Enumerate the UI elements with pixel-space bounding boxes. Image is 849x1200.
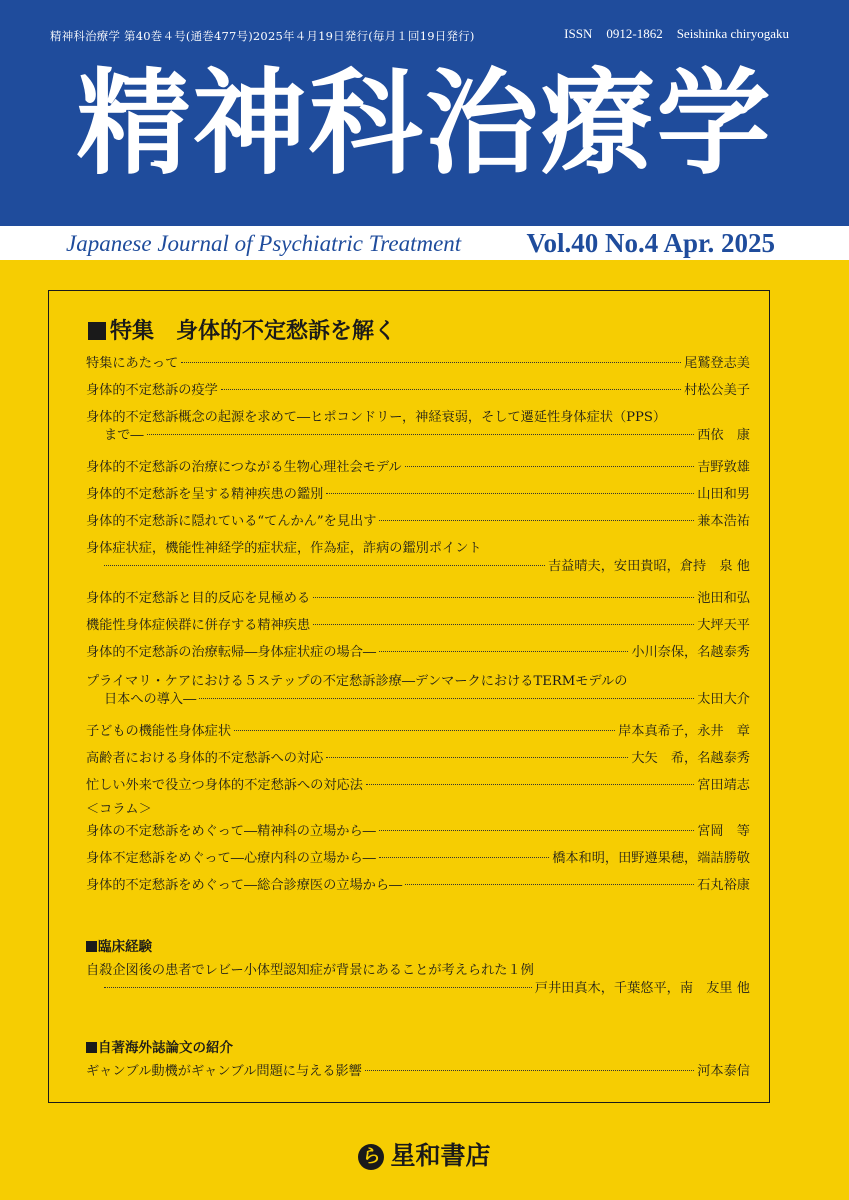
publisher [0, 1136, 849, 1172]
toc-authors: 戸井田真木，千葉悠平，南 友里 他 [534, 981, 750, 996]
toc-item[interactable] [86, 850, 750, 877]
toc-authors: 吉益晴夫，安田貴昭，倉持 泉 他 [547, 559, 750, 574]
leader-dots [313, 597, 694, 598]
clinical-heading-label: 臨床経験 [98, 939, 152, 955]
square-bullet-icon [86, 941, 97, 952]
toc-title: 特集にあたって [86, 356, 179, 371]
toc-authors: 橋本和明，田野遵果穂，端詰勝敬 [552, 851, 750, 866]
toc-authors: 大矢 希，名越泰秀 [631, 751, 750, 766]
toc-continuation [86, 558, 750, 576]
toc-title: 身体的不定愁訴概念の起源を求めて―ヒポコンドリー，神経衰弱，そして遷延性身体症状（PPS） [86, 410, 667, 425]
leader-dots [326, 757, 628, 758]
toc-item[interactable] [86, 673, 750, 723]
toc-title: 身体的不定愁訴の治療につながる生物心理社会モデル [86, 460, 402, 475]
square-bullet-icon [86, 1042, 97, 1053]
leader-dots [365, 1070, 694, 1071]
journal-romaji: Seishinka chiryogaku [676, 26, 789, 41]
toc-authors: 池田和弘 [697, 591, 750, 606]
toc-authors: 尾鷲登志美 [684, 356, 750, 371]
toc-title: 高齢者における身体的不定愁訴への対応 [86, 751, 324, 766]
toc-title: 身体的不定愁訴をめぐって―総合診療医の立場から― [86, 878, 403, 893]
leader-dots [366, 784, 694, 785]
issn-number: 0912-1862 [606, 26, 663, 41]
toc-item[interactable] [86, 590, 750, 617]
toc-authors: 宮岡 等 [697, 824, 750, 839]
toc-title: ギャンブル動機がギャンブル問題に与える影響 [86, 1064, 362, 1079]
toc-authors: 岸本真希子，永井 章 [618, 724, 750, 739]
toc-title-continued: まで― [104, 428, 144, 443]
leader-dots [104, 565, 545, 566]
issue-line: 精神科治療学 第40巻４号(通巻477号)2025年４月19日発行(毎月１回19日発行) [50, 29, 475, 43]
publisher-logo-icon: ら [358, 1144, 384, 1170]
toc-item[interactable] [86, 486, 750, 513]
overseas-entry[interactable] [86, 1063, 750, 1081]
leader-dots [221, 389, 681, 390]
toc-title: 身体不定愁訴をめぐって―心療内科の立場から― [86, 851, 376, 866]
leader-dots [379, 830, 694, 831]
toc-item[interactable] [86, 723, 750, 750]
toc-title: 忙しい外来で役立つ身体的不定愁訴への対応法 [86, 778, 363, 793]
feature-heading [88, 314, 396, 345]
leader-dots [405, 884, 694, 885]
toc-item[interactable] [86, 617, 750, 644]
square-bullet-icon [88, 322, 106, 340]
toc-title: 身体の不定愁訴をめぐって―精神科の立場から― [86, 824, 376, 839]
toc-item [86, 1063, 750, 1081]
overseas-heading-label: 自著海外誌論文の紹介 [98, 1040, 233, 1056]
journal-title: 精神科治療学 [76, 57, 773, 190]
toc-title: 子どもの機能性身体症状 [86, 724, 232, 739]
clinical-entry[interactable] [86, 962, 750, 998]
toc-authors: 村松公美子 [684, 383, 750, 398]
feature-title: 身体的不定愁訴を解く [176, 319, 397, 344]
column-heading: ＜コラム＞ [86, 802, 152, 817]
leader-dots [326, 493, 694, 494]
toc-title: 身体的不定愁訴と目的反応を見極める [86, 591, 311, 606]
publisher-name: 星和書店 [390, 1141, 491, 1170]
toc-item[interactable] [86, 823, 750, 850]
leader-dots [104, 987, 532, 988]
toc-title: プライマリ・ケアにおける５ステップの不定愁訴診療―デンマークにおけるTERMモデルの [86, 674, 628, 689]
english-title: Japanese Journal of Psychiatric Treatment [66, 231, 462, 256]
toc-authors: 兼本浩祐 [697, 514, 750, 529]
issn-line [550, 26, 789, 42]
leader-dots [147, 434, 695, 435]
toc-item[interactable] [86, 750, 750, 777]
leader-dots [379, 651, 628, 652]
clinical-heading [86, 935, 152, 955]
leader-dots [379, 857, 549, 858]
toc-authors: 山田和男 [697, 487, 750, 502]
toc-continuation [86, 427, 750, 445]
leader-dots [313, 624, 694, 625]
toc-authors: 石丸裕康 [697, 878, 750, 893]
toc-authors: 河本泰信 [697, 1064, 750, 1079]
toc-authors: 小川奈保，名越泰秀 [631, 645, 750, 660]
toc-item[interactable] [86, 382, 750, 409]
toc-title: 自殺企図後の患者でレビー小体型認知症が背景にあることが考えられた１例 [86, 963, 534, 978]
toc-item[interactable] [86, 877, 750, 904]
subtitle-band [0, 226, 849, 260]
overseas-heading [86, 1036, 233, 1056]
toc-title: 機能性身体症候群に併存する精神疾患 [86, 618, 311, 633]
toc-item[interactable] [86, 459, 750, 486]
toc-item[interactable] [86, 513, 750, 540]
toc-title: 身体的不定愁訴を呈する精神疾患の鑑別 [86, 487, 324, 502]
toc-continuation [86, 980, 750, 998]
leader-dots [405, 466, 695, 467]
toc-item[interactable] [86, 409, 750, 459]
toc-authors: 吉野敦雄 [697, 460, 750, 475]
header-band [0, 0, 849, 226]
toc-item[interactable] [86, 644, 750, 673]
toc-title: 身体的不定愁訴の疫学 [86, 383, 218, 398]
toc-authors: 大坪天平 [697, 618, 750, 633]
toc-title: 身体的不定愁訴に隠れている“てんかん”を見出す [86, 514, 377, 529]
toc-title-continued: 日本への導入― [104, 692, 197, 707]
toc-title: 身体的不定愁訴の治療転帰―身体症状症の場合― [86, 645, 377, 660]
leader-dots [234, 730, 615, 731]
toc-authors: 西依 康 [697, 428, 750, 443]
leader-dots [181, 362, 681, 363]
toc-item[interactable] [86, 355, 750, 382]
toc-title: 身体症状症，機能性神経学的症状症，作為症，詐病の鑑別ポイント [86, 541, 482, 556]
leader-dots [379, 520, 694, 521]
toc-item[interactable] [86, 777, 750, 801]
toc-continuation [86, 691, 750, 709]
toc-authors: 太田大介 [697, 692, 750, 707]
leader-dots [199, 698, 694, 699]
toc-authors: 宮田靖志 [697, 778, 750, 793]
issn-label: ISSN [564, 26, 593, 41]
toc-item[interactable] [86, 540, 750, 590]
feature-label: 特集 [110, 319, 155, 344]
toc-list [86, 355, 750, 904]
volume-info: Vol.40 No.4 Apr. 2025 [526, 228, 775, 258]
